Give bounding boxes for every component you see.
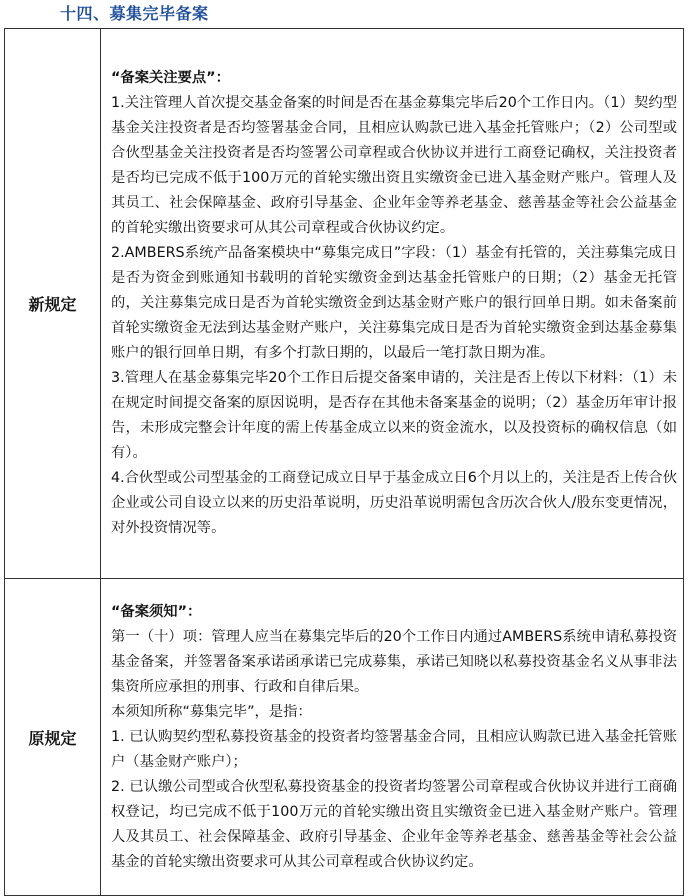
new-rule-paragraph-3: 3.管理人在基金募集完毕20个工作日后提交备案申请的，关注是否上传以下材料：（1）未在规定时间提交备案的原因说明，是否存在其他未备案基金的说明；（2）基金历年审计报告，未形成完整会计年度的需上传基金成立以来的资金流水，以及投资标的确权信息（如有）。: [111, 370, 677, 461]
new-rule-heading: “备案关注要点”：: [111, 70, 230, 86]
rules-comparison-table: [4, 28, 684, 896]
old-rule-paragraph-3: 1. 已认购契约型私募投资基金的投资者均签署基金合同，且相应认购款已进入基金托管账户（基金财产账户）；: [111, 728, 677, 770]
row-label-old-rule: 原规定: [5, 579, 101, 896]
new-rule-paragraph-2: 2.AMBERS系统产品备案模块中“募集完成日”字段：（1）基金有托管的，关注募集完成日是否为资金到账通知书载明的首轮实缴资金到达基金托管账户的日期；（2）基金无托管的，关注募集完成日是否为首轮实缴资金到达基金财产账户的银行回单日期。如未备案前首轮实缴资金无法到达基金财产账户，关注募集完成日是否为首轮实缴资金到达基金募集账户的银行回单日期，有多个打款日期的，以最后一笔打款日期为准。: [111, 245, 677, 361]
row-label-new-rule: 新规定: [5, 29, 101, 579]
new-rule-content: [101, 29, 684, 579]
old-rule-paragraph-4: 2. 已认缴公司型或合伙型私募投资基金的投资者均签署公司章程或合伙协议并进行工商确权登记，均已完成不低于100万元的首轮实缴出资且实缴资金已进入基金财产账户。管理人及其员工、社会保障基金、政府引导基金、企业年金等养老基金、慈善基金等社会公益基金的首轮实缴出资要求可从其公司章程或合伙协议约定。: [111, 778, 677, 870]
section-title: 十四、募集完毕备案: [60, 4, 209, 23]
old-rule-heading: “备案须知”：: [111, 603, 202, 620]
table-row-new-rule: [5, 29, 684, 579]
table-row-old-rule: [5, 579, 684, 896]
new-rule-paragraph-4: 4.合伙型或公司型基金的工商登记成立日早于基金成立日6个月以上的，关注是否上传合伙企业或公司自设立以来的历史沿革说明，历史沿革说明需包含历次合伙人/股东变更情况，对外投资情况等。: [111, 470, 678, 536]
new-rule-paragraph-1: 1.关注管理人首次提交基金备案的时间是否在基金募集完毕后20个工作日内。（1）契约型基金关注投资者是否均签署基金合同，且相应认购款已进入基金托管账户；（2）公司型或合伙型基金关注投资者是否均签署公司章程或合伙协议并进行工商登记确权，关注投资者是否均已完成不低于100万元的首轮实缴出资且实缴资金已进入基金财产账户。管理人及其员工、社会保障基金、政府引导基金、企业年金等养老基金、慈善基金等社会公益基金的首轮实缴出资要求可从其公司章程或合伙协议约定。: [111, 95, 677, 236]
old-rule-content: [101, 579, 684, 896]
old-rule-paragraph-2: 本须知所称“募集完毕”，是指：: [111, 703, 312, 720]
old-rule-paragraph-1: 第一（十）项：管理人应当在募集完毕后的20个工作日内通过AMBERS系统申请私募投资基金备案，并签署备案承诺函承诺已完成募集，承诺已知晓以私募投资基金名义从事非法集资所应承担的刑事、行政和自律后果。: [111, 628, 677, 695]
